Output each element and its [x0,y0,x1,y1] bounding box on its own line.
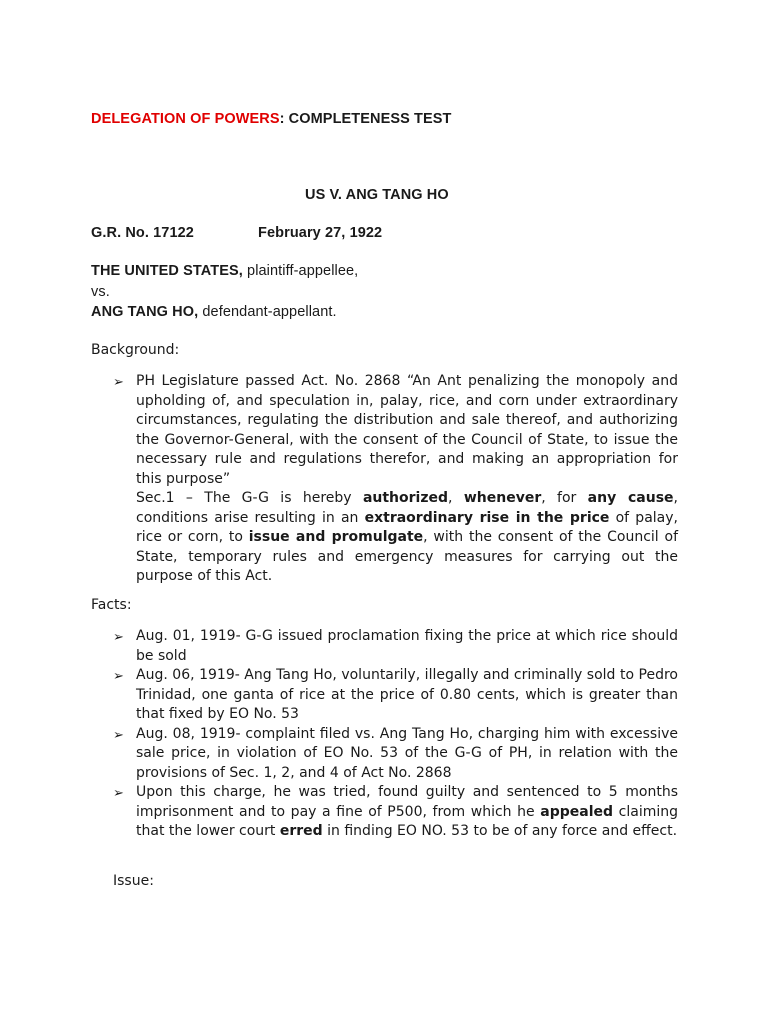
arrow-bullet-icon: ➢ [113,375,124,390]
facts-list [113,627,678,842]
arrow-bullet-icon: ➢ [113,727,124,743]
heading-subtopic: : COMPLETENESS TEST [279,111,452,127]
facts-label: Facts: [91,597,132,613]
defendant-name: ANG TANG HO, [91,304,199,320]
case-title: US V. ANG TANG HO [305,187,449,203]
list-item [113,372,678,587]
emphasis-text: any cause [587,490,674,506]
plaintiff-name: THE UNITED STATES, [91,263,243,279]
background-section-one [136,489,678,587]
text-run: , with the consent of the Council of State, temporary rules and emergency measures for carrying out the purpose of this Act. [136,529,678,584]
arrow-bullet-icon: ➢ [113,630,124,645]
arrow-bullet-icon: ➢ [113,786,124,801]
plaintiff-role: plaintiff-appellee, [242,263,359,279]
text-run: , for [541,490,588,506]
defendant-line [91,304,337,320]
emphasis-text: authorized [362,490,449,506]
arrow-bullet-icon: ➢ [113,669,124,684]
list-item [113,627,678,666]
fact-text: Aug. 01, 1919- G-G issued proclamation fixing the price at which rice should be sold [136,628,678,664]
background-list [113,372,678,587]
background-label: Background: [91,342,180,358]
issue-label: Issue: [113,873,154,889]
gr-date: February 27, 1922 [258,225,383,241]
text-run: claiming that the lower court [136,803,678,839]
gr-number: G.R. No. 17122 [91,225,194,241]
text-run: , conditions arise resulting in an [136,490,678,526]
text-run: of palay, rice or corn, to [136,509,678,545]
text-run: , [448,490,464,506]
fact-text: Aug. 06, 1919- Ang Tang Ho, voluntarily, illegally and criminally sold to Pedro Trinidad, one ganta of rice at the price of 0.80 cents, which is greater than that fixed by EO No. 53 [136,667,678,722]
plaintiff-line [91,263,358,279]
list-item [113,783,678,842]
list-item [113,725,678,784]
list-item [113,666,678,725]
fact-text: Aug. 08, 1919- complaint filed vs. Ang Tang Ho, charging him with excessive sale price, in violation of EO No. 53 of the G-G of PH, in relation with the provisions of Sec. 1, 2, and 4 of Act No. 2868 [136,725,678,781]
fact-text [136,784,678,839]
versus-label: vs. [91,284,110,300]
document-heading [91,111,452,127]
background-act-description: PH Legislature passed Act. No. 2868 “An Ant penalizing the monopoly and upholding of, and speculation in, palay, rice, and corn under extraordinary circumstances, regulating the distribution and sale thereof, and authorizing the Governor-General, with the consent of the Council of State, to issue the necessary rule and regulations therefor, and making an appropriation for this purpose” [136,373,678,487]
emphasis-text: appealed [540,803,614,820]
heading-topic: DELEGATION OF POWERS [91,111,280,127]
emphasis-text: extraordinary rise in the price [364,509,610,526]
defendant-role: defendant-appellant. [198,304,337,320]
text-run: Sec.1 – The G-G is hereby [136,490,363,506]
text-run: Upon this charge, he was tried, found guilty and sentenced to 5 months imprisonment and to pay a fine of P500, from which he [136,784,678,820]
emphasis-text: issue and promulgate [248,529,424,545]
emphasis-text: erred [279,823,323,839]
emphasis-text: whenever [463,490,542,506]
text-run: in finding EO NO. 53 to be of any force and effect. [322,823,678,839]
